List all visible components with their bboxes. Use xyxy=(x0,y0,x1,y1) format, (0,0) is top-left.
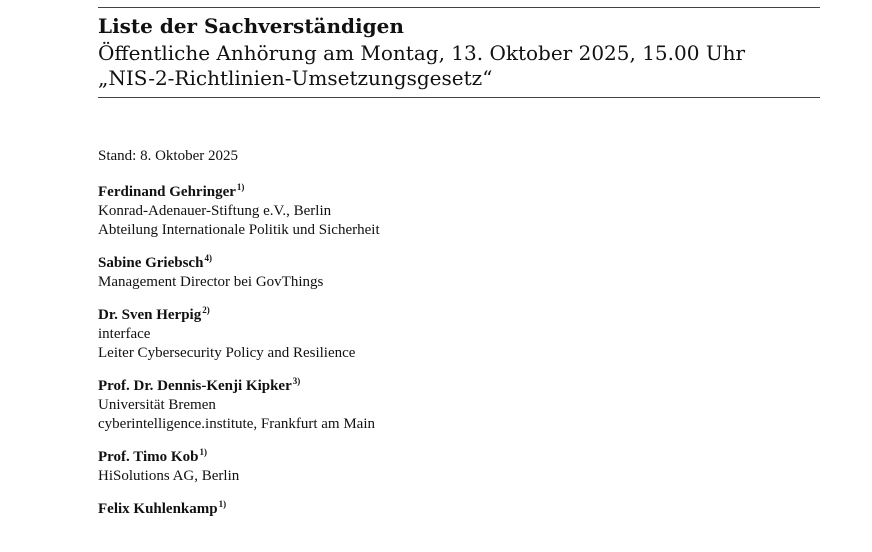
footnote-marker: 1) xyxy=(199,447,207,457)
expert-entry xyxy=(98,254,798,292)
expert-name: Prof. Dr. Dennis-Kenji Kipker$^{3)}$ xyxy=(98,376,301,394)
expert-affiliation: cyberintelligence.institute, Frankfurt am Main xyxy=(98,416,376,432)
expert-affiliation: Leiter Cybersecurity Policy and Resilience xyxy=(98,345,356,361)
law-title-line: „NIS-2-Richtlinien-Umsetzungsgesetz“ xyxy=(98,66,493,90)
expert-affiliation: Management Director bei GovThings xyxy=(98,274,324,290)
footnote-marker: 3) xyxy=(292,376,301,386)
expert-affiliation: Abteilung Internationale Politik und Sicherheit xyxy=(98,222,380,238)
document-title: Liste der Sachverständigen xyxy=(98,14,404,38)
footnote-marker: 4) xyxy=(204,253,212,263)
header-top-rule xyxy=(98,7,820,8)
footnote-marker: 1) xyxy=(236,182,245,192)
expert-affiliation: Konrad-Adenauer-Stiftung e.V., Berlin xyxy=(98,203,332,219)
expert-affiliation: HiSolutions AG, Berlin xyxy=(98,468,240,484)
footnote-marker: 1) xyxy=(218,499,227,509)
expert-entry xyxy=(98,183,798,240)
expert-affiliation: Universität Bremen xyxy=(98,397,216,413)
status-date: Stand: 8. Oktober 2025 xyxy=(98,148,238,164)
expert-entry xyxy=(98,377,798,434)
expert-name: Prof. Timo Kob$^{1)}$ xyxy=(98,447,207,465)
expert-entry xyxy=(98,500,798,519)
expert-entry xyxy=(98,306,798,363)
header-bottom-rule xyxy=(98,97,820,98)
expert-affiliation: interface xyxy=(98,326,151,342)
expert-name: Sabine Griebsch$^{4)}$ xyxy=(98,253,212,271)
hearing-date-line: Öffentliche Anhörung am Montag, 13. Oktober 2025, 15.00 Uhr xyxy=(98,41,746,65)
expert-name: Ferdinand Gehringer$^{1)}$ xyxy=(98,182,245,200)
expert-list xyxy=(98,183,798,533)
footnote-marker: 2) xyxy=(202,305,210,315)
expert-entry xyxy=(98,448,798,486)
expert-name: Felix Kuhlenkamp$^{1)}$ xyxy=(98,499,227,517)
expert-name: Dr. Sven Herpig$^{2)}$ xyxy=(98,305,210,323)
